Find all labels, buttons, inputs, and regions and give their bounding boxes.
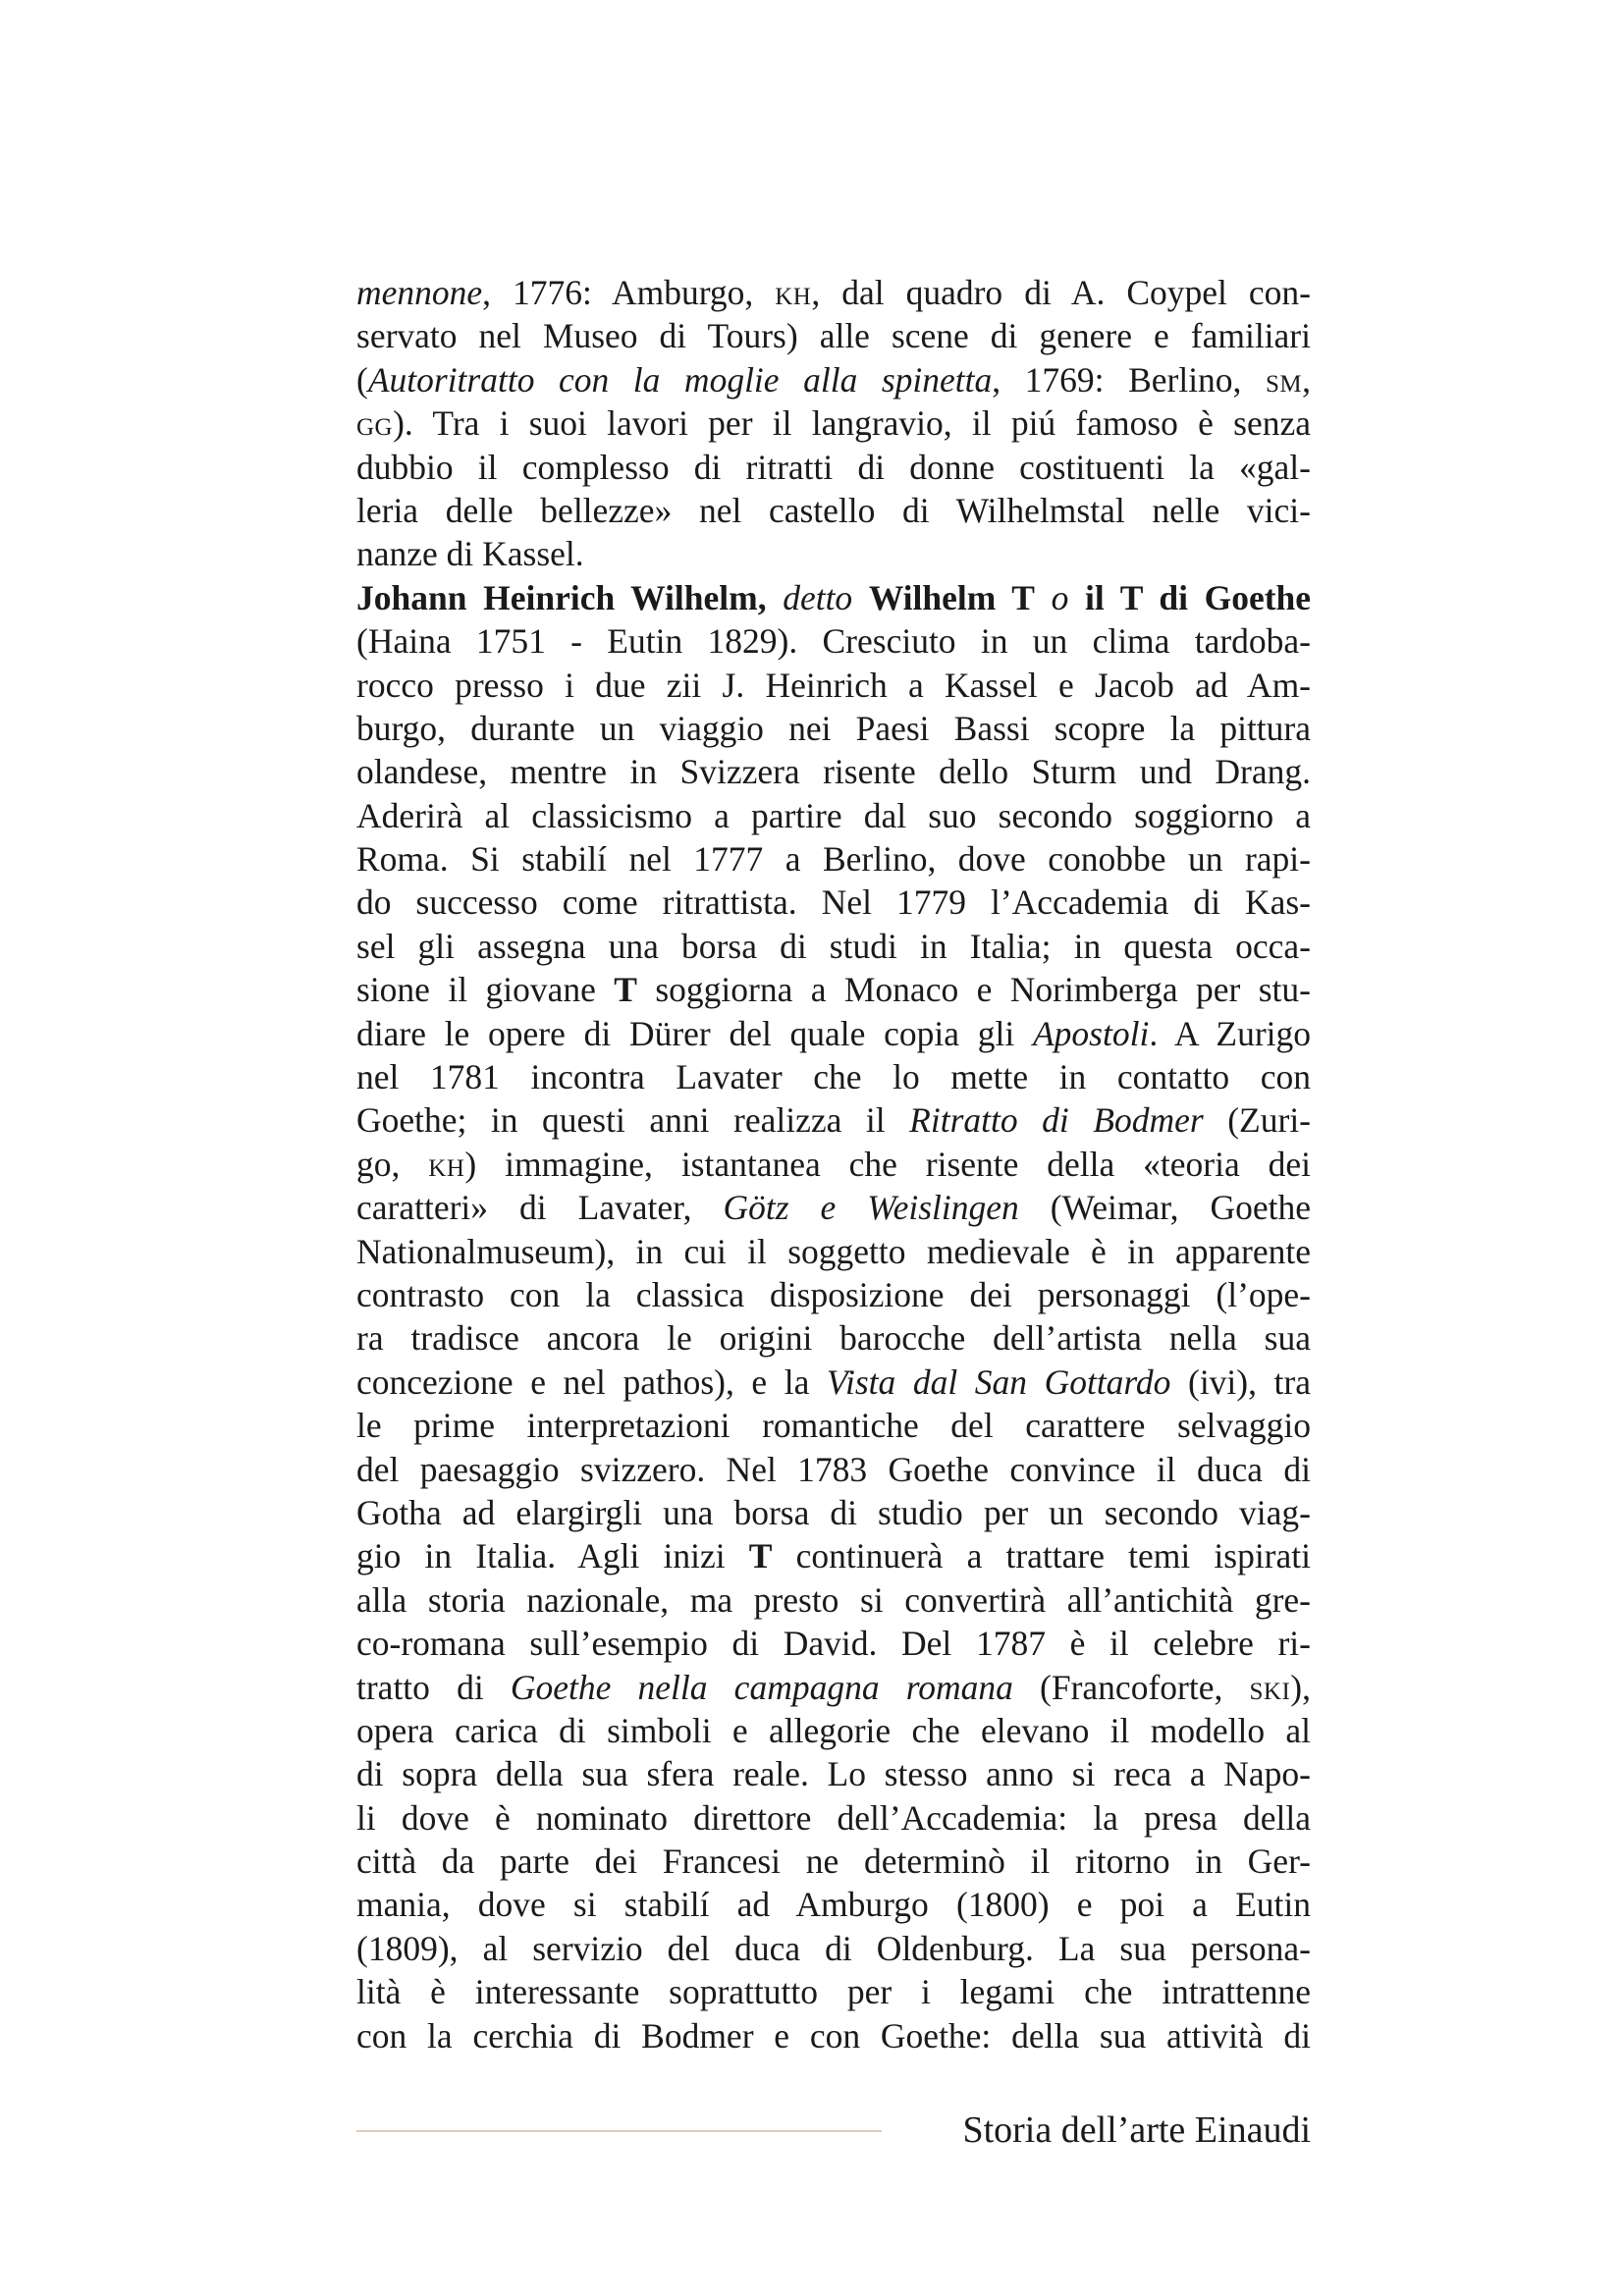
- text-line: co-romana sull’esempio di David. Del 1787 è il celebre ri-: [356, 1624, 1311, 1664]
- text-line: contrasto con la classica disposizione dei personaggi (l’ope-: [356, 1274, 1311, 1314]
- text-line: dubbio il complesso di ritratti di donne costituenti la «gal-: [356, 447, 1311, 487]
- text-line: di sopra della sua sfera reale. Lo stesso anno si reca a Napo-: [356, 1754, 1311, 1794]
- text-line: caratteri» di Lavater, Götz e Weislingen (Weimar, Goethe: [356, 1188, 1312, 1228]
- text-line: gio in Italia. Agli inizi T continuerà a trattare temi ispirati: [356, 1536, 1311, 1576]
- text-line: con la cerchia di Bodmer e con Goethe: della sua attività di: [356, 2015, 1311, 2056]
- text-line: do successo come ritrattista. Nel 1779 l’Accademia di Kas-: [356, 882, 1311, 923]
- text-line: Goethe; in questi anni realizza il Ritratto di Bodmer (Zuri-: [356, 1100, 1311, 1141]
- text-line: olandese, mentre in Svizzera risente dello Sturm und Drang.: [356, 752, 1311, 792]
- page-footer: [356, 2109, 1311, 2158]
- text-line: li dove è nominato direttore dell’Accademia: la presa della: [356, 1797, 1311, 1838]
- text-line: opera carica di simboli e allegorie che elevano il modello al: [356, 1710, 1311, 1750]
- text-line: sione il giovane T soggiorna a Monaco e Norimberga per stu-: [356, 970, 1311, 1010]
- text-line: Roma. Si stabilí nel 1777 a Berlino, dove conobbe un rapi-: [356, 839, 1311, 880]
- text-line: Aderirà al classicismo a partire dal suo secondo soggiorno a: [356, 795, 1311, 835]
- text-line: mennone, 1776: Amburgo, kh, dal quadro di A. Coypel con-: [356, 273, 1311, 312]
- text-line: sel gli assegna una borsa di studi in Italia; in questa occa-: [356, 926, 1311, 966]
- text-line: (Haina 1751 - Eutin 1829). Cresciuto in un clima tardoba-: [356, 621, 1311, 662]
- footer-title: Storia dell’arte Einaudi: [962, 2109, 1311, 2151]
- text-line: mania, dove si stabilí ad Amburgo (1800) e poi a Eutin: [356, 1885, 1311, 1925]
- text-line: gg). Tra i suoi lavori per il langravio, il piú famoso è senza: [356, 403, 1311, 444]
- text-line: tratto di Goethe nella campagna romana (Francoforte, ski),: [356, 1667, 1311, 1707]
- text-line: nel 1781 incontra Lavater che lo mette in contatto con: [356, 1057, 1311, 1097]
- text-line: lità è interessante soprattutto per i legami che intrattenne: [356, 1972, 1311, 2012]
- text-line: go, kh) immagine, istantanea che risente della «teoria dei: [356, 1144, 1311, 1184]
- text-line: concezione e nel pathos), e la Vista dal San Gottardo (ivi), tra: [356, 1362, 1312, 1402]
- text-line: diare le opere di Dürer del quale copia gli Apostoli. A Zurigo: [356, 1013, 1312, 1053]
- footer-rule: [356, 2130, 882, 2132]
- text-line: ra tradisce ancora le origini barocche dell’artista nella sua: [356, 1318, 1311, 1359]
- text-line: (1809), al servizio del duca di Oldenburg. La sua persona-: [356, 1928, 1311, 1968]
- text-line: Gotha ad elargirgli una borsa di studio per un secondo viag-: [356, 1492, 1311, 1532]
- text-line: del paesaggio svizzero. Nel 1783 Goethe convince il duca di: [356, 1449, 1311, 1489]
- text-line: le prime interpretazioni romantiche del carattere selvaggio: [356, 1406, 1311, 1446]
- text-line: nanze di Kassel.: [356, 534, 584, 574]
- text-line: leria delle bellezze» nel castello di Wilhelmstal nelle vici-: [356, 490, 1311, 530]
- text-line: Nationalmuseum), in cui il soggetto medievale è in apparente: [356, 1231, 1311, 1271]
- text-line: rocco presso i due zii J. Heinrich a Kassel e Jacob ad Am-: [356, 665, 1311, 705]
- body-text: [356, 271, 1311, 2057]
- text-line: servato nel Museo di Tours) alle scene di genere e familiari: [356, 316, 1311, 356]
- text-line: città da parte dei Francesi ne determinò il ritorno in Ger-: [356, 1842, 1311, 1882]
- text-line: Johann Heinrich Wilhelm, detto Wilhelm T o il T di Goethe: [356, 577, 1312, 617]
- text-line: (Autoritratto con la moglie alla spinetta, 1769: Berlino, sm,: [356, 359, 1311, 400]
- text-line: burgo, durante un viaggio nei Paesi Bassi scopre la pittura: [356, 708, 1311, 748]
- text-line: alla storia nazionale, ma presto si convertirà all’antichità gre-: [356, 1579, 1311, 1620]
